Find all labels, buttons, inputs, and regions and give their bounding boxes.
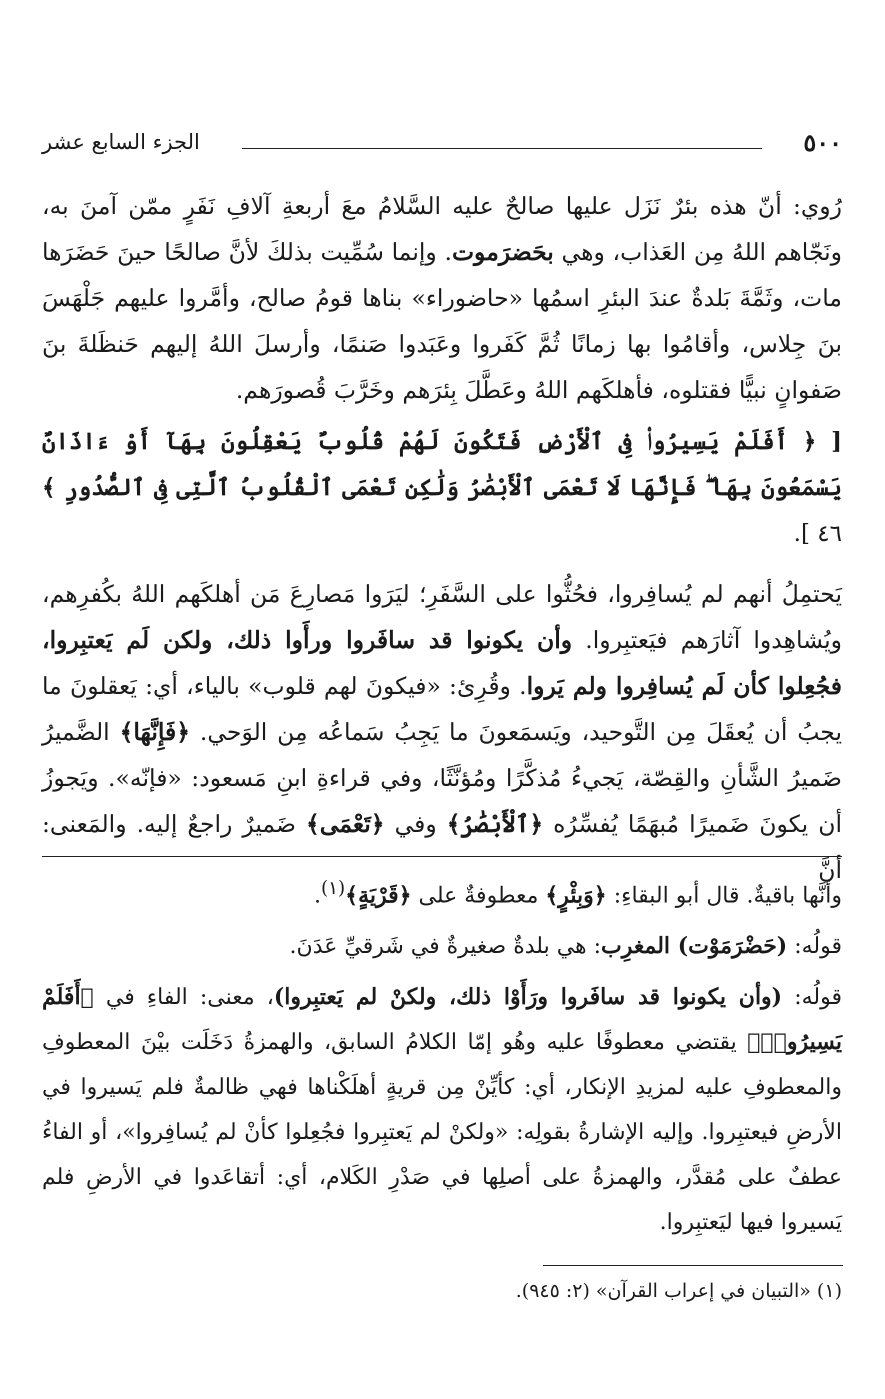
verse-reference: ٤٦ ]. — [793, 521, 842, 547]
note-paragraph: قولُه: (وأن يكونوا قد سافَروا ورَأَوْا ذلك، ولكنْ لم يَعتبِروا)، معنى: الفاءِ في ﴿أَفَلَمْ يَسِيرُوا۟﴾ يقتضي معطوفًا عليه وهُو إمّا الكلامُ السابق، والهمزةُ دَخَلَت بيْنَ المعطوفِ والمعطوفِ عليه لمزيدِ الإنكار، أي: كأيِّنْ مِن قريةٍ أهلَكْناها فهي ظالمةٌ فلم يَسيروا في الأرضِ فيعتبِروا. وإليه الإشارةُ بقولِه: «ولكنْ لم يَعتبِروا فجُعِلوا كأنْ لم يُسافِروا»، أو الفاءُ عطفٌ على مُقدَّر، والهمزةُ على أصلِها في صَدْرِ الكَلام، أي: أتقاعَدوا في الأرضِ فلم يَسيروا فيها ليَعتبِروا. — [42, 984, 842, 1236]
intro-paragraph: رُوي: أنّ هذه بئرٌ نَزَل عليها صالحٌ عليه السَّلامُ معَ أربعةِ آلافِ نَفَرٍ ممّن آمنَ به، ونَجّاهم اللهُ مِن العَذاب، وهي بحَضرَموت. وإنما سُمِّيت بذلكَ لأنَّ صالحًا حينَ حَضَرَها مات، وثَمَّةَ بَلدةٌ عندَ البئرِ اسمُها «حاضوراء» بناها قومُ صالح، وأمَّروا عليهم جَلْهَسَ بنَ جِلاس، وأقامُوا بها زمانًا ثُمَّ كَفَروا وعَبَدوا صَنمًا، وأرسلَ اللهُ إليهم حَنظَلةَ بنَ صَفوانٍ نبيًّا فقتلوه، فأهلكَهم اللهُ وعَطَّلَ بِئرَهم وخَرَّبَ قُصورَهم. — [42, 192, 843, 404]
header-rule — [242, 148, 762, 149]
page-header — [42, 128, 842, 168]
page-number: ٥٠٠ — [803, 128, 842, 157]
commentary — [42, 866, 842, 1251]
part-title: الجزء السابع عشر — [42, 130, 200, 154]
footnote: (١) «التبيان في إعراب القرآن» (٢: ٩٤٥). — [515, 1280, 842, 1302]
footnote-rule — [543, 1265, 843, 1266]
quran-verse: [ ﴿ أَفَلَمْ يَسِيرُوا۟ فِى ٱلْأَرْضِ فَتَكُونَ لَهُمْ قُلُوبٌ يَعْقِلُونَ بِهَآ أَوْ ءَاذَانٌ يَسْمَعُونَ بِهَا ۖ فَإِنَّهَا لَا تَعْمَى ٱلْأَبْصَٰرُ وَلَٰكِن تَعْمَى ٱلْقُلُوبُ ٱلَّتِى فِى ٱلصُّدُورِ ﴾ ٤٦ ]. — [42, 428, 843, 547]
commentary-divider — [42, 856, 842, 857]
note-paragraph: وأنَّها باقيةٌ. قال أبو البقاءِ: ﴿وَبِئْرٍ﴾ معطوفةٌ على ﴿قَرْيَةٍ﴾$^{(١)}$. — [314, 878, 842, 909]
tafsir-paragraph: يَحتمِلُ أنهم لم يُسافِروا، فحُثُّوا على السَّفَرِ؛ ليَرَوا مَصارِعَ مَن أهلكَهم اللهُ بكُفرِهم، ويُشاهِدوا آثارَهم فيَعتبِروا. وأن يكونوا قد سافَروا ورأَوا ذلك، ولكن لَم يَعتبِروا، فجُعِلوا كأن لَم يُسافِروا ولم يَروا. وقُرِئ: «فيكونَ لهم قلوب» بالياء، أي: يَعقلونَ ما يجبُ أن يُعقَلَ مِن التَّوحيد، ويَسمَعونَ ما يَجِبُ سَماعُه مِن الوَحي. ﴿فَإِنَّهَا﴾ الضَّميرُ ضَميرُ الشَّأنِ والقِصّة، يَجيءُ مُذكَّرًا ومُؤنَّثًا، وفي قراءةِ ابنِ مَسعود: «فإنّه». ويَجوزُ أن يكونَ ضَميرًا مُبهَمًا يُفسِّرُه ﴿ٱلْأَبْصَٰرُ﴾ وفي ﴿تَعْمَى﴾ ضَميرٌ راجعٌ إليه. والمَعنى: أنَّ — [42, 580, 843, 884]
footnote-marker: (١) — [321, 878, 346, 899]
note-paragraph: قولُه: (حَضْرَمَوْت) المغرِب: هي بلدةٌ صغيرةٌ في شَرقيِّ عَدَنَ. — [289, 933, 842, 960]
main-text — [42, 183, 842, 893]
